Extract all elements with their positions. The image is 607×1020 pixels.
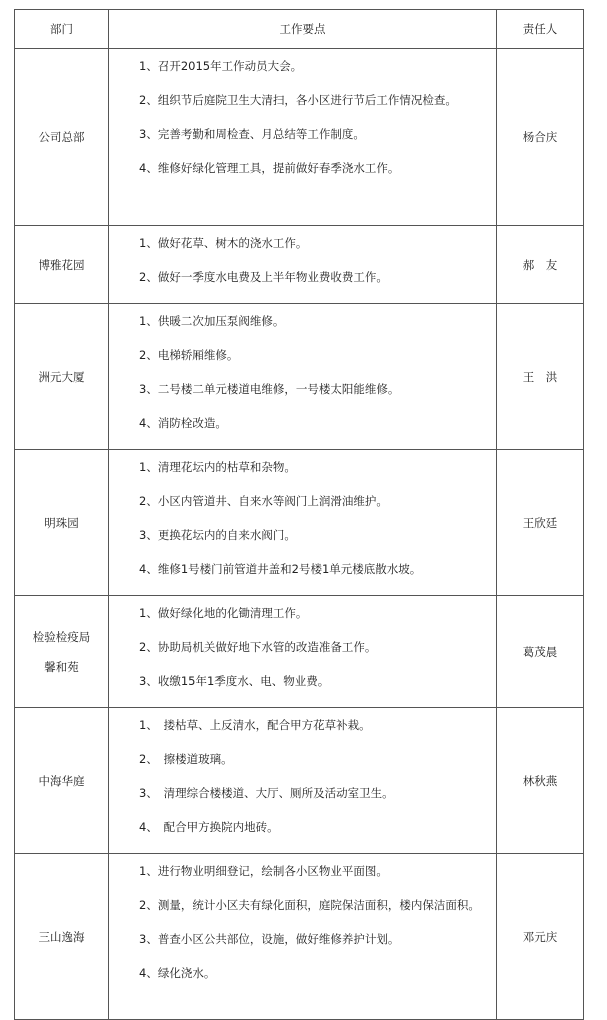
work-item: 4、维修1号楼门前管道井盖和2号楼1单元楼底散水坡。 <box>139 562 422 576</box>
dept-cell <box>15 304 109 450</box>
work-item: 2、电梯轿厢维修。 <box>139 348 239 362</box>
dept-cell <box>15 49 109 226</box>
dept-cell <box>15 226 109 304</box>
table-row <box>15 304 584 450</box>
dept-name: 中海华庭 <box>38 773 85 788</box>
points-cell <box>109 304 497 450</box>
dept-cell <box>15 854 109 1020</box>
header-row <box>15 10 584 49</box>
owner-cell: 葛茂晨 <box>497 596 584 708</box>
work-item: 1、供暖二次加压泵阀维修。 <box>139 314 285 328</box>
dept-name: 明珠园 <box>44 515 79 530</box>
work-item: 2、做好一季度水电费及上半年物业费收费工作。 <box>139 270 388 284</box>
dept-name: 三山逸海 <box>38 929 85 944</box>
table-row <box>15 226 584 304</box>
header-dept: 部门 <box>15 10 109 49</box>
work-item: 2、组织节后庭院卫生大清扫，各小区进行节后工作情况检查。 <box>139 93 457 107</box>
owner-cell: 杨合庆 <box>497 49 584 226</box>
work-item: 3、更换花坛内的自来水阀门。 <box>139 528 296 542</box>
table-row <box>15 450 584 596</box>
dept-cell <box>15 596 109 708</box>
dept-name: 馨和苑 <box>44 659 79 674</box>
work-item: 4、维修好绿化管理工具，提前做好春季浇水工作。 <box>139 161 400 175</box>
dept-name: 博雅花园 <box>38 257 85 272</box>
work-item: 1、召开2015年工作动员大会。 <box>139 59 303 73</box>
dept-name: 洲元大厦 <box>38 369 85 384</box>
work-plan-table <box>14 9 584 1020</box>
table-row <box>15 596 584 708</box>
work-item: 1、进行物业明细登记，绘制各小区物业平面图。 <box>139 864 388 878</box>
dept-cell <box>15 708 109 854</box>
owner-cell: 郝 友 <box>497 226 584 304</box>
owner-cell: 林秋燕 <box>497 708 584 854</box>
table-row <box>15 49 584 226</box>
work-item: 3、 清理综合楼楼道、大厅、厕所及活动室卫生。 <box>139 786 394 800</box>
owner-cell: 王 洪 <box>497 304 584 450</box>
work-item: 4、消防栓改造。 <box>139 416 227 430</box>
work-item: 3、普查小区公共部位，设施，做好维修养护计划。 <box>139 932 400 946</box>
dept-cell <box>15 450 109 596</box>
work-item: 3、二号楼二单元楼道电维修，一号楼太阳能维修。 <box>139 382 400 396</box>
work-item: 3、完善考勤和周检查、月总结等工作制度。 <box>139 127 365 141</box>
work-item: 2、协助局机关做好地下水管的改造准备工作。 <box>139 640 377 654</box>
work-item: 2、测量，统计小区夫有绿化面积，庭院保洁面积，楼内保洁面积。 <box>139 898 480 912</box>
work-item: 1、 搂枯草、上反清水，配合甲方花草补栽。 <box>139 718 371 732</box>
work-item: 4、绿化浇水。 <box>139 966 216 980</box>
owner-cell: 王欣廷 <box>497 450 584 596</box>
points-cell <box>109 854 497 1020</box>
dept-name: 公司总部 <box>38 130 85 144</box>
work-item: 1、做好绿化地的化锄清理工作。 <box>139 606 308 620</box>
points-cell <box>109 226 497 304</box>
points-cell <box>109 708 497 854</box>
table-row <box>15 708 584 854</box>
dept-name: 检验检疫局 <box>32 629 91 644</box>
owner-cell: 邓元庆 <box>497 854 584 1020</box>
work-item: 2、小区内管道井、自来水等阀门上润滑油维护。 <box>139 494 388 508</box>
work-item: 1、做好花草、树木的浇水工作。 <box>139 236 308 250</box>
table-row <box>15 854 584 1020</box>
points-cell <box>109 596 497 708</box>
header-points: 工作要点 <box>109 10 497 49</box>
points-cell <box>109 450 497 596</box>
work-item: 1、清理花坛内的枯草和杂物。 <box>139 460 296 474</box>
points-cell <box>109 49 497 226</box>
header-owner: 责任人 <box>497 10 584 49</box>
work-item: 2、 擦楼道玻璃。 <box>139 752 233 766</box>
work-item: 4、 配合甲方换院内地砖。 <box>139 820 279 834</box>
work-item: 3、收缴15年1季度水、电、物业费。 <box>139 674 330 688</box>
